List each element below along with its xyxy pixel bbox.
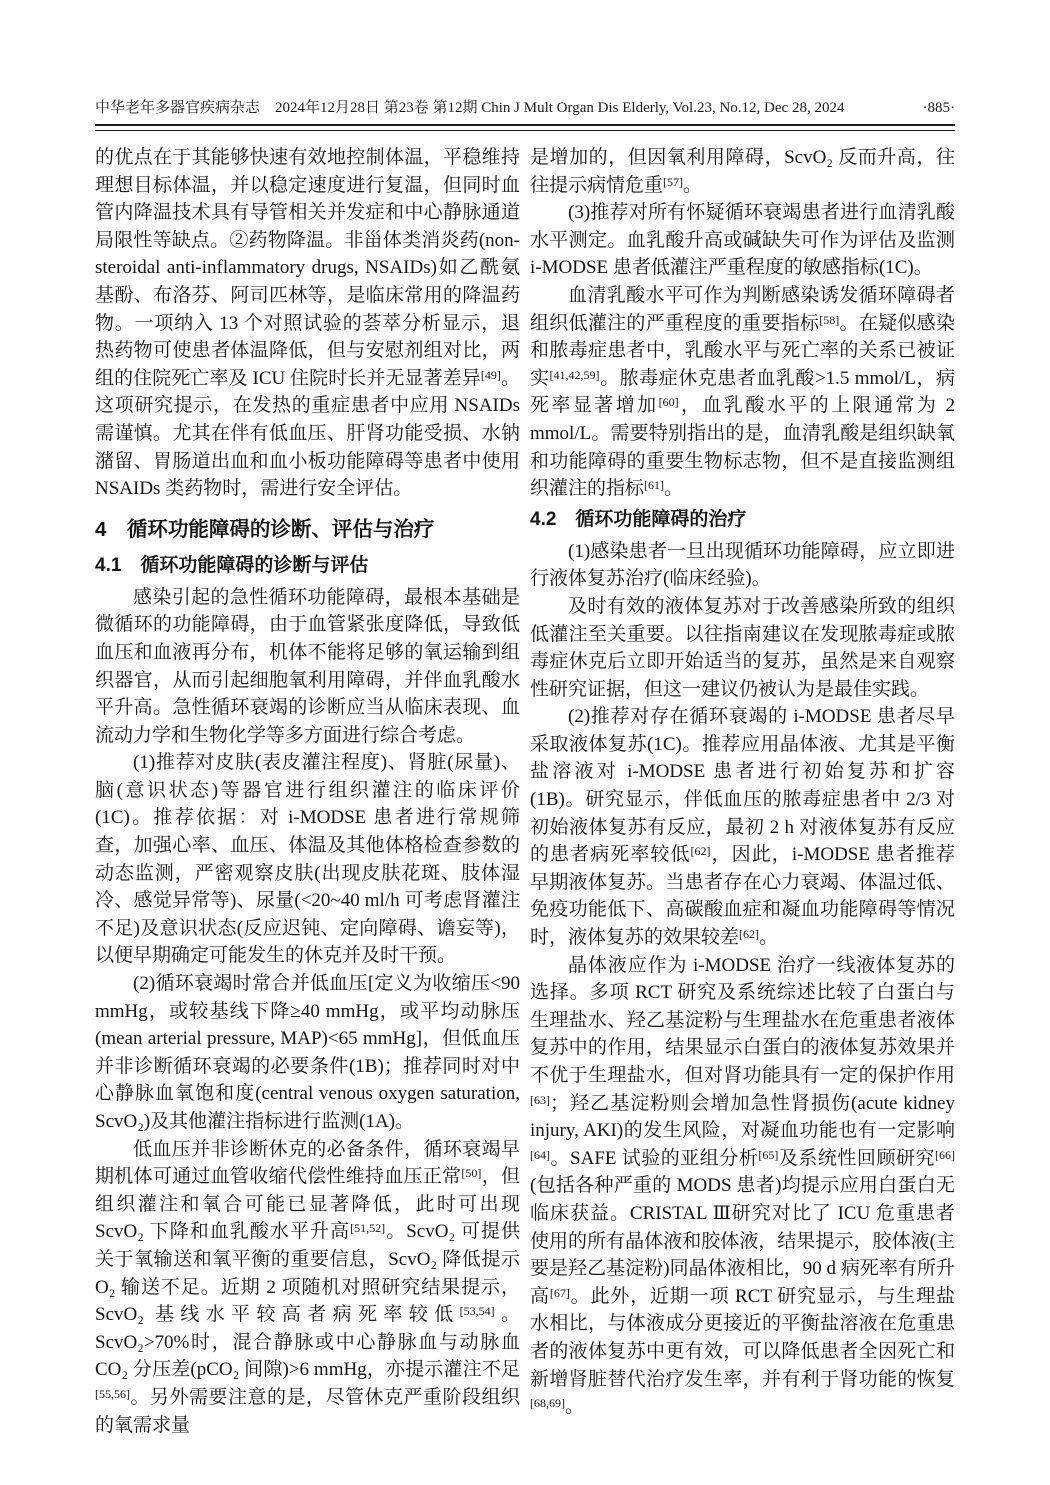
paragraph: 低血压并非诊断休克的必备条件，循环衰竭早期机体可通过血管收缩代偿性维持血压正常[50]，但组织灌注和氧合可能已显著降低，此时可出现 ScvO₂ 下降和血乳酸水平升高[51,52]。ScvO₂ 可提供关于氧输送和氧平衡的重要信息，ScvO₂ 降低提示 O₂ 输送不足。近期 2 项随机对照研究结果提示，ScvO₂ 基线水平较高者病死率较低[53,54]。ScvO₂>70%时，混合静脉或中心静脉血与动脉血 CO₂ 分压差(pCO₂ 间隙)>6 mmHg，亦提示灌注不足[55,56]。另外需要注意的是，尽管休克严重阶段组织的氧需求量 [95,1138,520,1436]
paragraph: (1)推荐对皮肤(表皮灌注程度)、肾脏(尿量)、脑(意识状态)等器官进行组织灌注的临床评价(1C)。推荐依据：对 i-MODSE 患者进行常规筛查，加强心率、血压、体温及其他体格检查参数的动态监测，严密观察皮肤(出现皮肤花斑、肢体湿冷、感觉异常等)、尿量(<20~40 ml/h 可考虑肾灌注不足)及意识状态(反应迟钝、定向障碍、谵妄等)，以便早期确定可能发生的休克并及时干预。 [95,752,520,967]
left-column [95,144,520,1439]
right-column [530,144,955,1439]
paragraph: 晶体液应作为 i-MODSE 治疗一线液体复苏的选择。多项 RCT 研究及系统综述比较了白蛋白与生理盐水、羟乙基淀粉与生理盐水在危重患者液体复苏中的作用，结果显示白蛋白的液体复苏效果并不优于生理盐水，但对肾功能具有一定的保护作用[63]；羟乙基淀粉则会增加急性肾损伤(acute kidney injury, AKI)的发生风险，对凝血功能也有一定影响[64]。SAFE 试验的亚组分析[65]及系统性回顾研究[66](包括各种严重的 MODS 患者)均提示应用白蛋白无临床获益。CRISTAL Ⅲ研究对比了 ICU 危重患者使用的所有晶体液和胶体液，结果提示，胶体液(主要是羟乙基淀粉)同晶体液相比，90 d 病死率有所升高[67]。此外，近期一项 RCT 研究显示，与生理盐水相比，与体液成分更接近的平衡盐溶液在危重患者的液体复苏中更有效，可以降低患者全因死亡和新增肾脏替代治疗发生率，并有利于肾功能的恢复[68,69]。 [530,954,955,1418]
reference-citation: [64] [530,1147,550,1162]
sub-heading: 4.1 循环功能障碍的诊断与评估 [95,554,369,576]
paragraph: 血清乳酸水平可作为判断感染诱发循环障碍者组织低灌注的严重程度的重要指标[58]。在疑似感染和脓毒症患者中，乳酸水平与死亡率的关系已被证实[41,42,59]。脓毒症休克患者血乳酸>1.5 mmol/L，病死率显著增加[60]，血乳酸水平的上限通常为 2 mmol/L。需要特别指出的是，血清乳酸是组织缺氧和功能障碍的重要生物标志物，但不是直接监测组织灌注的指标[61]。 [530,284,955,500]
reference-citation: [60] [658,395,679,410]
header-rule [95,124,955,131]
section-heading: 4 循环功能障碍的诊断、评估与治疗 [95,517,435,541]
page-header [95,96,955,117]
paragraph: (1)感染患者一旦出现循环功能障碍，应立即进行液体复苏治疗(临床经验)。 [530,540,955,590]
reference-citation: [57] [663,174,684,189]
reference-citation: [58] [819,312,840,327]
paragraph: (3)推荐对所有怀疑循环衰竭患者进行血清乳酸水平测定。血乳酸升高或碱缺失可作为评估及监测 i-MODSE 患者低灌注严重程度的敏感指标(1C)。 [530,202,955,279]
reference-citation: [68,69] [530,1396,565,1411]
page-number: ·885· [922,100,955,116]
reference-citation: [51,52] [350,1221,386,1236]
reference-citation: [66] [935,1147,955,1162]
sub-heading: 4.2 循环功能障碍的治疗 [530,508,747,530]
reference-citation: [65] [758,1147,779,1162]
reference-citation: [49] [480,367,501,382]
paragraph: 感染引起的急性循环功能障碍，最根本基础是微循环的功能障碍，由于血管紧张度降低，导致低血压和血液再分布，机体不能将足够的氧运输到组织器官，从而引起细胞氧利用障碍，并伴血乳酸水平升高。急性循环衰竭的诊断应当从临床表现、血流动力学和生物化学等多方面进行综合考虑。 [95,586,520,746]
article-body [95,144,955,1439]
reference-citation: [62] [739,927,760,942]
reference-citation: [67] [549,1285,570,1300]
paragraph: 的优点在于其能够快速有效地控制体温，平稳维持理想目标体温，并以稳定速度进行复温，但同时血管内降温技术具有导管相关并发症和中心静脉通道局限性等缺点。②药物降温。非甾体类消炎药(non-steroidal anti-inflammatory drugs, NSAIDs)如乙酰氨基酚、布洛芬、阿司匹林等，是临床常用的降温药物。一项纳入 13 个对照试验的荟萃分析显示，退热药物可使患者体温降低，但与安慰剂组对比，两组的住院死亡率及 ICU 住院时长并无显著差异[49]。这项研究提示，在发热的重症患者中应用 NSAIDs 需谨慎。尤其在伴有低血压、肝肾功能受损、水钠潴留、胃肠道出血和血小板功能障碍等患者中使用 NSAIDs 类药物时，需进行安全评估。 [95,147,520,500]
reference-citation: [53,54] [459,1304,495,1319]
reference-citation: [50] [461,1166,482,1181]
journal-header-line: 中华老年多器官疾病杂志 2024年12月28日 第23卷 第12期 Chin J Mult Organ Dis Elderly, Vol.23, No.12, Dec 28, 2024 [95,100,845,116]
paragraph: (2)循环衰竭时常合并低血压[定义为收缩压<90 mmHg，或较基线下降≥40 mmHg，或平均动脉压(mean arterial pressure, MAP)<65 mmHg]，但低血压并非诊断循环衰竭的必要条件(1B)；推荐同时对中心静脉血氧饱和度(central venous oxygen saturation, ScvO₂)及其他灌注指标进行监测(1A)。 [95,973,520,1132]
paragraph: 及时有效的液体复苏对于改善感染所致的组织低灌注至关重要。以往指南建议在发现脓毒症或脓毒症休克后立即开始适当的复苏，虽然是来自观察性研究证据，但这一建议仍被认为是最佳实践。 [530,595,955,700]
reference-citation: [62] [690,844,711,859]
reference-citation: [41,42,59] [549,367,600,382]
paragraph: 是增加的，但因氧利用障碍，ScvO₂ 反而升高，往往提示病情危重[57]。 [530,147,955,196]
reference-citation: [55,56] [95,1386,130,1401]
reference-citation: [63] [530,1092,550,1107]
paragraph: (2)推荐对存在循环衰竭的 i-MODSE 患者尽早采取液体复苏(1C)。推荐应用晶体液、尤其是平衡盐溶液对 i-MODSE 患者进行初始复苏和扩容(1B)。研究显示，伴低血压的脓毒症患者中 2/3 对初始液体复苏有反应，最初 2 h 对液体复苏有反应的患者病死率较低[62]，因此，i-MODSE 患者推荐早期液体复苏。当患者存在心力衰竭、体温过低、免疫功能低下、高碳酸血症和凝血功能障碍等情况时，液体复苏的效果较差[62]。 [530,706,955,949]
reference-citation: [61] [644,478,665,493]
